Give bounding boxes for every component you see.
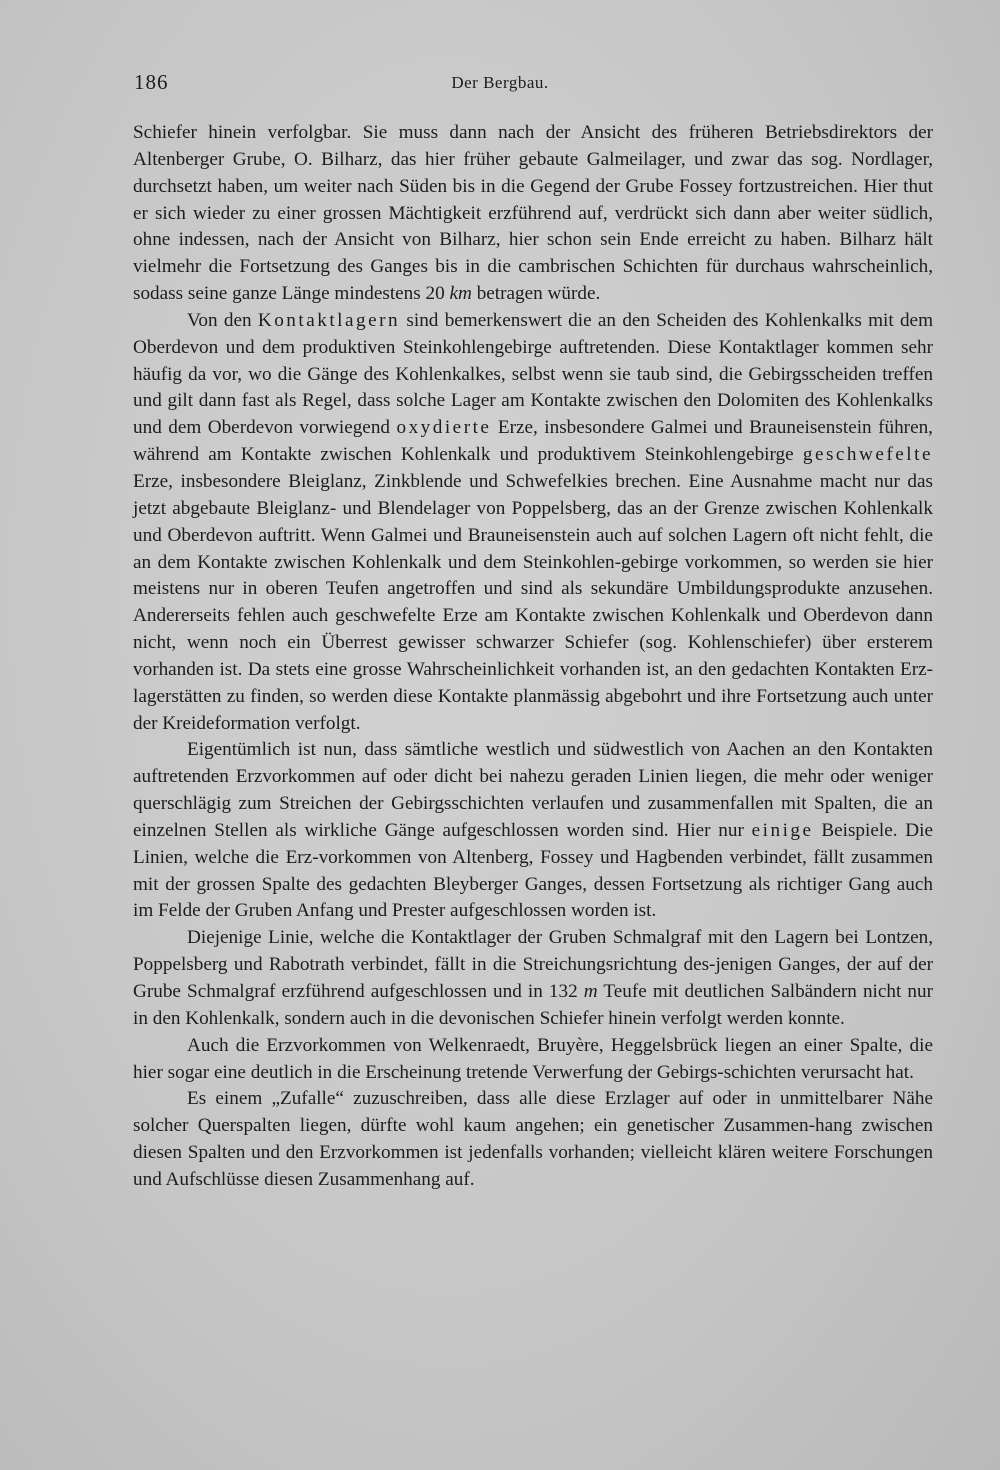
- text-span: Beispiele. Die Linien, welche die Erz-vorkommen von Altenberg, Fossey und Hagbenden verbindet, fällt zusammen mit der grossen Spalte des gedachten Bleyberger Ganges, dessen Fortsetzung als richtiger Gang auch im Felde der Gruben Anfang und Prester aufgeschlossen worden ist.: [133, 819, 933, 922]
- paragraph-3: [133, 737, 933, 925]
- unit-m: m: [583, 981, 598, 1002]
- page-number: 186: [134, 70, 169, 94]
- text-span: Erze, insbesondere Galmei und Brauneisenstein führen, während am Kontakte zwischen Kohlenkalk und produktivem Steinkohlengebirge: [133, 417, 933, 466]
- number-span: 132: [548, 981, 584, 1002]
- paragraph-4: [133, 925, 933, 1032]
- text-span: Teufe mit deutlichen Salbändern nicht nur in den Kohlenkalk, sondern auch in die devonischen Schiefer hinein verfolgt werden konnte.: [133, 981, 933, 1029]
- text-span: Es einem „Zufalle“ zuzuschreiben, dass alle diese Erzlager auf oder in unmittelbarer Nähe solcher Querspalten liegen, dürfte wohl kaum angehen; ein genetischer Zusammen-hang zwischen diesen Spalten und den Erzvorkommen ist jedenfalls vorhanden; vielleicht klären weitere Forschungen und Aufschlüsse diesen Zusammenhang auf.: [133, 1088, 933, 1190]
- text-span: Diejenige Linie, welche die Kontaktlager der Gruben Schmalgraf mit den Lagern bei Lontzen, Poppelsberg und Rabotrath verbindet, fällt in die Streichungsrichtung des-jenigen Ganges, der auf der Grube Schmalgraf erzführend aufgeschlossen und in: [133, 927, 933, 1002]
- paragraph-1: [133, 120, 933, 308]
- paragraph-2: [133, 308, 933, 738]
- number-span: 20: [425, 283, 450, 305]
- spaced-emphasis: einige: [751, 819, 814, 841]
- text-span: sind bemerkenswert die an den Scheiden des Kohlenkalks mit dem Oberdevon und dem produktiven Steinkohlengebirge auftretenden. Diese Kontaktlager kommen sehr häufig da vor, wo die Gänge des Kohlenkalkes, selbst wenn sie taub sind, die Gebirgsscheiden treffen und gilt dann fast als Regel, dass solche Lager am Kontakte zwischen den Dolomiten des Kohlenkalks und dem Oberdevon vorwiegend: [133, 309, 933, 439]
- paragraph-6: [133, 1086, 933, 1193]
- text-span: Auch die Erzvorkommen von Welkenraedt, Bruyère, Heggelsbrück liegen an einer Spalte, die hier sogar eine deutlich in die Erscheinung tretende Verwerfung der Gebirgs-schichten verursacht hat.: [133, 1034, 933, 1083]
- text-span: Schiefer hinein verfolgbar. Sie muss dann nach der Ansicht des früheren Betriebsdirektors der Altenberger Grube, O. Bilharz, das hier früher gebaute Galmeilager, und zwar das sog. Nordlager, durchsetzt haben, um weiter nach Süden bis in die Gegend der Grube Fossey fortzustreichen. Hier thut er sich wieder zu einer grossen Mächtigkeit erzführend auf, verdrückt sich dann aber weiter südlich, ohne indessen, nach der Ansicht von Bilharz, hier schon sein Ende erreicht zu haben. Bilharz hält vielmehr die Fortsetzung des Ganges bis in die cambrischen Schichten für durchaus wahrscheinlich, sodass seine ganze Länge mindestens: [133, 122, 933, 305]
- spaced-emphasis: Kontaktlagern: [257, 309, 401, 331]
- spaced-emphasis: geschwefelte: [802, 444, 933, 466]
- text-span: betragen würde.: [471, 283, 601, 305]
- running-head: Der Bergbau.: [451, 73, 549, 92]
- unit-km: km: [449, 283, 472, 305]
- paragraph-5: [133, 1033, 933, 1087]
- body-text: [133, 120, 933, 1194]
- text-span: Erze, insbesondere Bleiglanz, Zinkblende und Schwefelkies brechen. Eine Ausnahme macht nur das jetzt abgebaute Bleiglanz- und Blendelager von Poppelsberg, das an der Grenze zwischen Kohlenkalk und Oberdevon auftritt. Wenn Galmei und Brauneisenstein auch auf solchen Lagern oft nicht fehlt, die an dem Kontakte zwischen Kohlenkalk und dem Steinkohlen-gebirge vorkommen, so werden sie hier meistens nur in oberen Teufen angetroffen und sind als sekundäre Umbildungsprodukte anzusehen. Andererseits fehlen auch geschwefelte Erze am Kontakte zwischen Kohlenkalk und Oberdevon dann nicht, wenn noch ein Überrest gewisser schwarzer Schiefer (sog. Kohlenschiefer) über ersterem vorhanden ist. Da stets eine grosse Wahrscheinlichkeit vorhanden ist, an den gedachten Kontakten Erz-lagerstätten zu finden, so werden diese Kontakte planmässig abgebohrt und ihre Fortsetzung auch unter der Kreideformation verfolgt.: [133, 470, 933, 734]
- text-span: Eigentümlich ist nun, dass sämtliche westlich und südwestlich von Aachen an den Kontakten auftretenden Erzvorkommen auf oder dicht bei nahezu geraden Linien liegen, die mehr oder weniger querschlägig zum Streichen der Gebirgsschichten verlaufen und zusammenfallen mit Spalten, die an einzelnen Stellen als wirkliche Gänge aufgeschlossen worden sind. Hier nur: [133, 739, 933, 841]
- text-span: Von den: [187, 309, 258, 331]
- spaced-emphasis: oxydierte: [396, 417, 492, 439]
